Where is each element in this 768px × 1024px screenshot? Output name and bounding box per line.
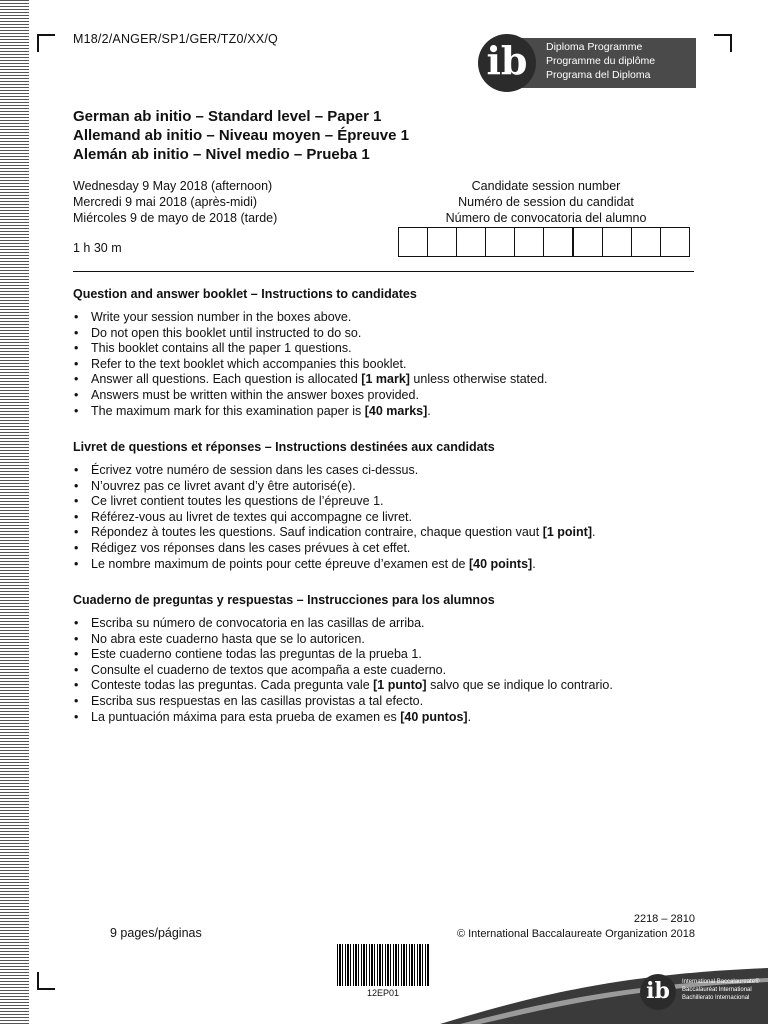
session-number-box[interactable] [544,228,574,256]
crop-mark-bottom-left [37,972,55,990]
session-number-box[interactable] [428,228,457,256]
instruction-item: • Ce livret contient toutes les questions de l’épreuve 1. [73,494,595,510]
instruction-item: • Escriba su número de convocatoria en las casillas de arriba. [73,616,613,632]
session-number-box[interactable] [515,228,544,256]
instruction-item [73,404,548,420]
page-count: 9 pages/páginas [110,926,202,940]
mark-allocation: [1 point] [542,525,592,540]
paper-title: German ab initio – Standard level – Paper 1 [73,108,382,125]
instruction-text: Le nombre maximum de points pour cette épreuve d’examen est de [91,556,469,571]
copyright-notice: © International Baccalaureate Organization 2018 [456,928,695,940]
session-number-box[interactable] [661,228,689,256]
exam-dates [73,178,277,226]
logo-line: Programa del Diploma [546,69,651,81]
exam-duration: 1 h 30 m [73,241,122,255]
logo-text [546,40,655,82]
instruction-list [73,616,613,725]
instruction-text: Répondez à toutes les questions. Sauf indication contraire, chaque question vaut [91,525,543,540]
instruction-text: La puntuación máxima para esta prueba de examen es [91,709,401,724]
session-number-boxes[interactable] [398,227,690,257]
instruction-item: • Answers must be written within the answer boxes provided. [73,388,548,404]
instruction-text: salvo que se indique lo contrario. [426,678,613,693]
exam-date: Mercredi 9 mai 2018 (après-midi) [73,195,258,209]
footer-reference [457,912,695,942]
barcode-label: 12EP01 [366,988,400,998]
mark-allocation: [40 puntos] [400,709,468,724]
session-number-box[interactable] [399,228,428,256]
section-heading: Question and answer booklet – Instructions to candidates [73,287,417,301]
scan-edge-pattern [0,0,29,1024]
instruction-item [73,557,595,573]
instructions-french [73,440,595,572]
instruction-item [73,710,613,726]
ib-footer-text [682,978,759,1002]
logo-line: Programme du diplôme [546,55,656,67]
instruction-item [73,372,548,388]
instruction-item: • This booklet contains all the paper 1 questions. [73,341,548,357]
instruction-text: The maximum mark for this examination paper is [91,403,365,418]
ib-footer-line: Baccalauréat International [682,987,752,993]
crop-mark-top-left [37,34,55,52]
exam-date: Wednesday 9 May 2018 (afternoon) [73,179,273,193]
candidate-label: Numéro de session du candidat [458,195,634,209]
ib-footer-line: Bachillerato Internacional [682,995,750,1001]
instruction-text: Conteste todas las preguntas. Cada pregunta vale [91,678,374,693]
instruction-list [73,310,548,419]
instruction-item: • Référez-vous au livret de textes qui accompagne ce livret. [73,510,595,526]
instruction-item: • Escriba sus respuestas en las casillas provistas a tal efecto. [73,694,613,710]
paper-code: M18/2/ANGER/SP1/GER/TZ0/XX/Q [73,32,278,46]
mark-allocation: [1 punto] [373,678,427,693]
ib-logo-icon: ib [478,34,536,92]
instruction-item: • N’ouvrez pas ce livret avant d’y être autorisé(e). [73,479,595,495]
barcode-image [337,944,429,986]
mark-allocation: [40 points] [469,556,533,571]
instruction-text: . [427,403,431,418]
paper-title: Alemán ab initio – Nivel medio – Prueba 1 [73,146,370,163]
instruction-text: unless otherwise stated. [409,372,548,387]
header-divider [73,271,694,272]
candidate-label: Número de convocatoria del alumno [445,211,647,225]
instruction-item: • Este cuaderno contiene todas las preguntas de la prueba 1. [73,647,613,663]
ib-diploma-logo [478,34,696,90]
mark-allocation: [1 mark] [361,372,410,387]
instruction-item: • Do not open this booklet until instructed to do so. [73,326,548,342]
session-number-box[interactable] [486,228,515,256]
paper-reference-number: 2218 – 2810 [633,913,695,925]
logo-line: Diploma Programme [546,41,643,53]
mark-allocation: [40 marks] [364,403,428,418]
session-number-box[interactable] [457,228,486,256]
instruction-text: . [591,525,596,540]
instruction-item: • Rédigez vos réponses dans les cases prévues à cet effet. [73,541,595,557]
session-number-box[interactable] [603,228,632,256]
instructions-spanish [73,593,613,725]
instruction-item [73,525,595,541]
session-number-box[interactable] [632,228,661,256]
instruction-text: . [532,556,536,571]
instruction-item: • Écrivez votre numéro de session dans les cases ci-dessus. [73,463,595,479]
ib-footer-logo [440,960,768,1024]
section-heading: Livret de questions et réponses – Instructions destinées aux candidats [73,440,495,454]
instruction-text: . [467,709,472,724]
instruction-item: • No abra este cuaderno hasta que se lo autoricen. [73,632,613,648]
session-number-box[interactable] [574,228,603,256]
paper-titles [73,107,409,164]
paper-title: Allemand ab initio – Niveau moyen – Épreuve 1 [73,127,409,144]
exam-date: Miércoles 9 de mayo de 2018 (tarde) [73,211,278,225]
candidate-session-labels [398,178,694,226]
instruction-item: • Write your session number in the boxes above. [73,310,548,326]
crop-mark-top-right [714,34,732,52]
instruction-item: • Consulte el cuaderno de textos que acompaña a este cuaderno. [73,663,613,679]
section-heading: Cuaderno de preguntas y respuestas – Instrucciones para los alumnos [73,593,495,607]
ib-footer-line: International Baccalaureate® [682,979,760,985]
instruction-list [73,463,595,572]
instruction-text: Answer all questions. Each question is allocated [91,372,362,387]
instruction-item: • Refer to the text booklet which accompanies this booklet. [73,357,548,373]
ib-logo-icon: ib [640,974,676,1010]
instructions-english [73,287,548,419]
candidate-label: Candidate session number [471,179,621,193]
instruction-item [73,678,613,694]
